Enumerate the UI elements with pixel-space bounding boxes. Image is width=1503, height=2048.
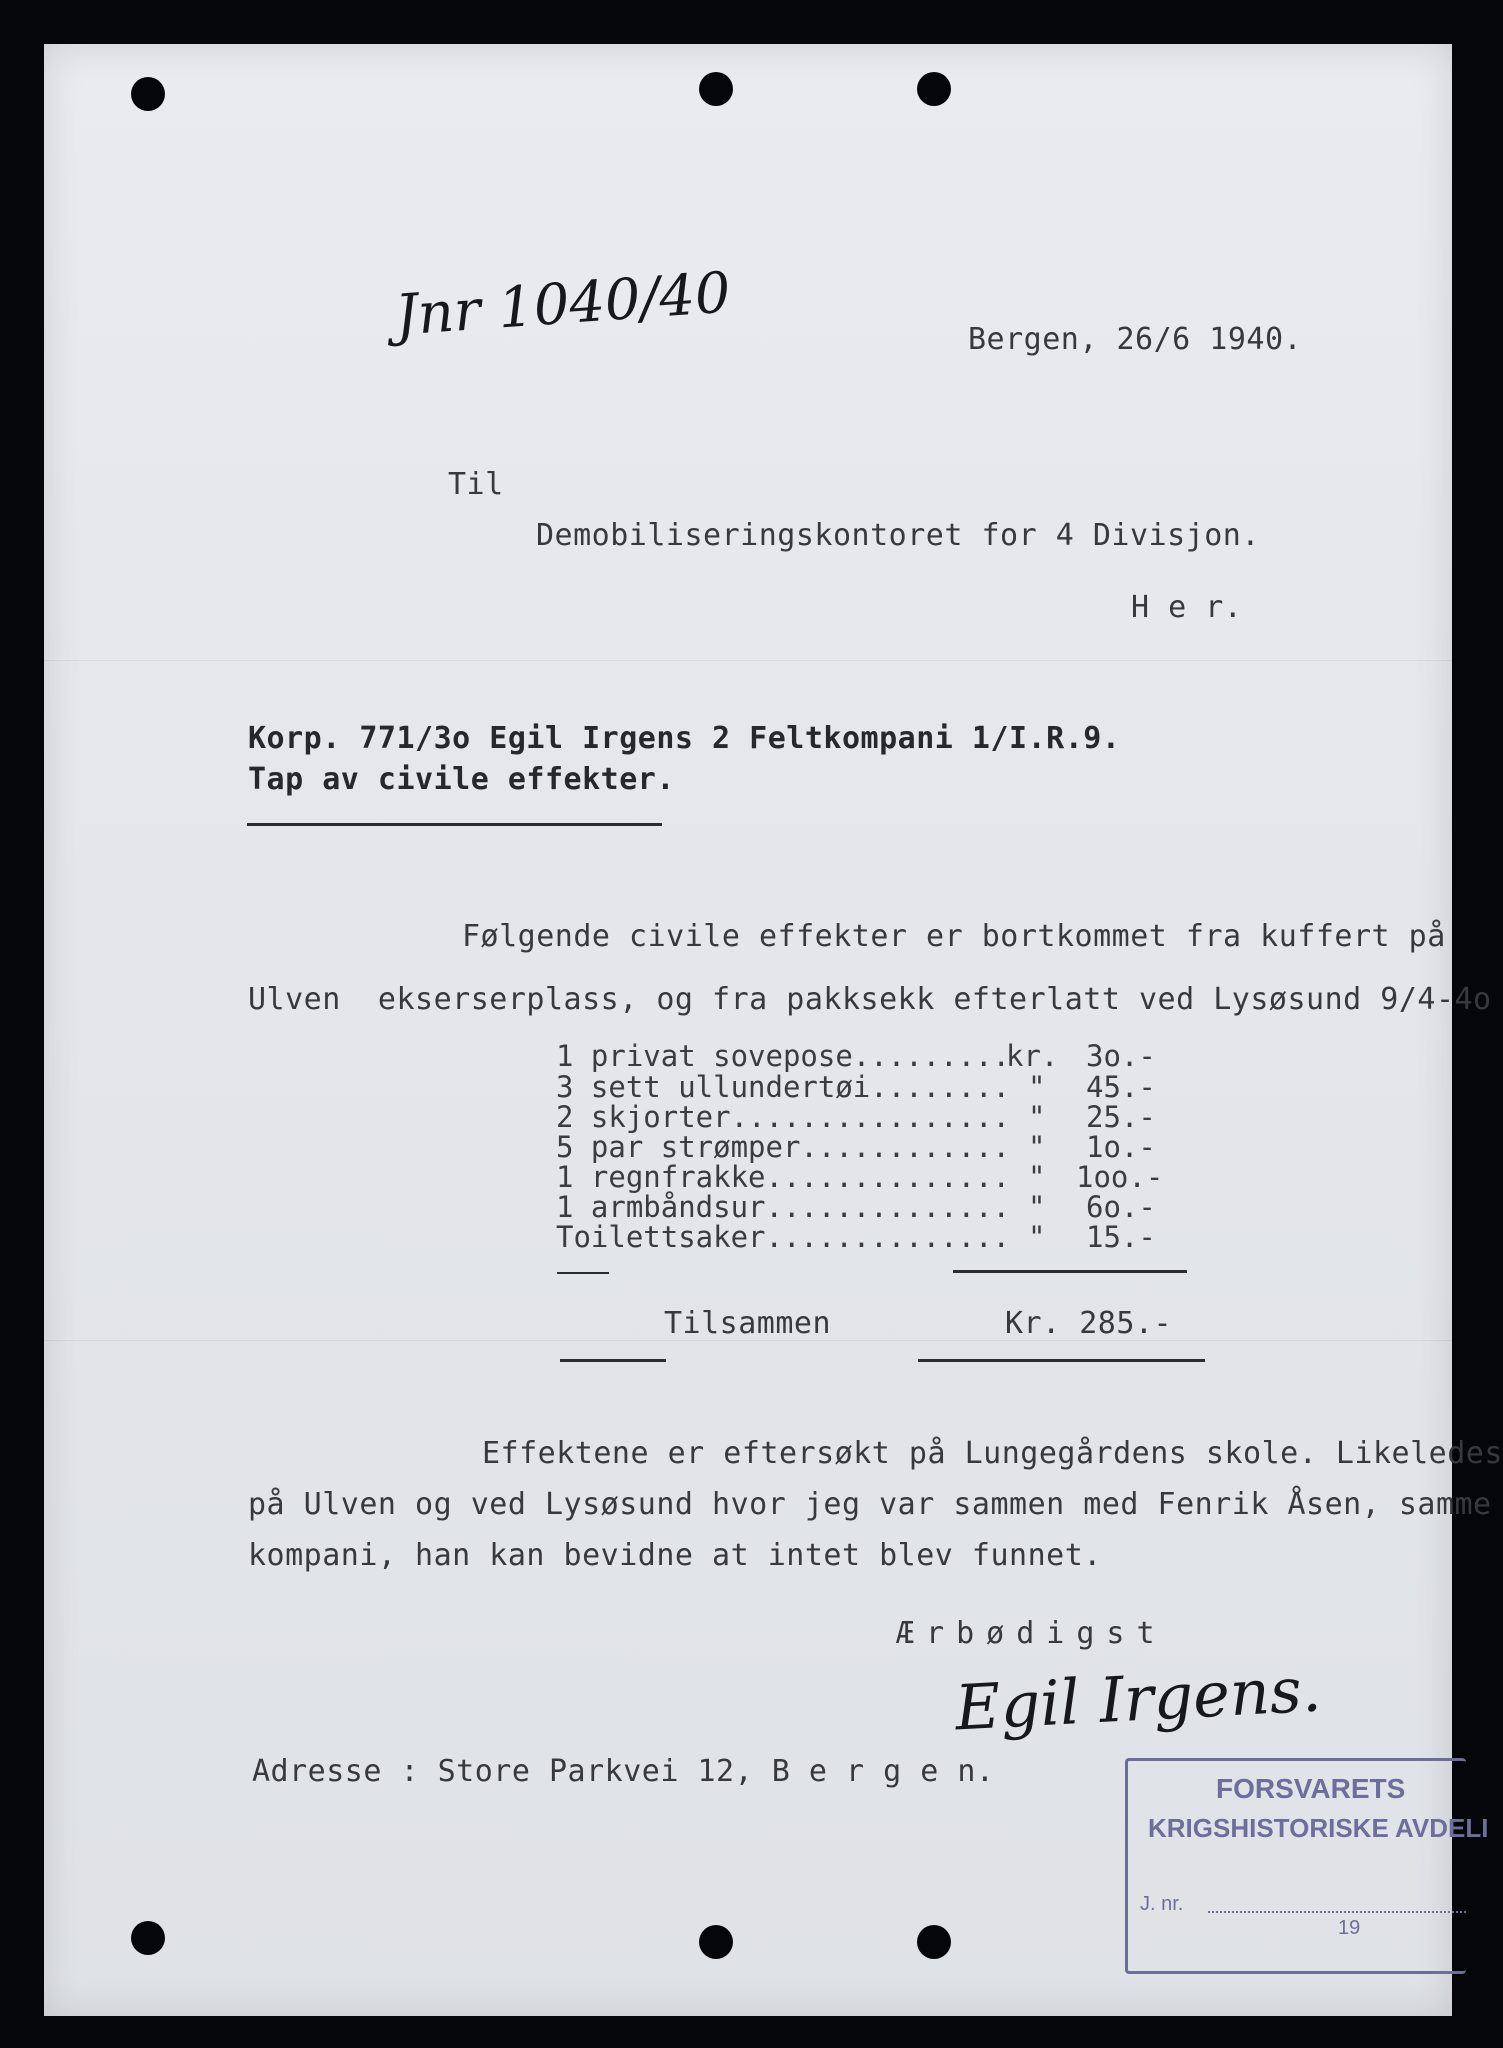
signature: Egil Irgens.: [953, 1652, 1323, 1745]
stamp-jnr-line: [1208, 1911, 1466, 1913]
item-description: 3 sett ullundertøi........: [556, 1070, 1010, 1104]
item-currency: kr.: [1006, 1039, 1059, 1073]
body-paragraph-1-line-1: Følgende civile effekter er bortkommet fra kuffert på: [462, 919, 1446, 954]
item-currency: ": [1028, 1100, 1046, 1134]
list-item: [556, 1130, 1196, 1164]
item-currency: ": [1028, 1130, 1046, 1164]
fold-line: [44, 660, 1452, 661]
closing: Ærbødigst: [896, 1616, 1167, 1651]
item-amount: 3o.-: [1086, 1039, 1156, 1073]
stamp-jnr-label: J. nr.: [1140, 1893, 1184, 1915]
recipient-place: H e r.: [1131, 590, 1243, 625]
total-underline-left: [560, 1359, 666, 1362]
body-paragraph-2-line-3: kompani, han kan bevidne at intet blev funnet.: [248, 1538, 1102, 1573]
handwritten-reference: Jnr 1040/40: [393, 260, 733, 349]
address: Adresse : Store Parkvei 12, B e r g e n.: [252, 1754, 995, 1789]
item-currency: ": [1028, 1070, 1046, 1104]
item-currency: ": [1028, 1160, 1046, 1194]
subject-line-2: Tap av civile effekter.: [248, 762, 675, 797]
punch-hole: [917, 1925, 951, 1959]
punch-hole: [699, 1925, 733, 1959]
list-divider-left: [557, 1272, 609, 1274]
item-description: 1 armbåndsur..............: [556, 1190, 1010, 1224]
item-amount: 1o.-: [1086, 1130, 1156, 1164]
stamp-line-1: FORSVARETS: [1216, 1773, 1406, 1804]
total-value: Kr. 285.-: [1005, 1306, 1173, 1341]
list-item: [556, 1039, 1196, 1073]
list-item: [556, 1100, 1196, 1134]
item-description: 2 skjorter................: [556, 1100, 1010, 1134]
item-amount: 6o.-: [1086, 1190, 1156, 1224]
recipient: Demobiliseringskontoret for 4 Divisjon.: [536, 518, 1260, 553]
subject-underline: [247, 823, 662, 826]
item-description: 1 privat sovepose.........: [556, 1039, 1010, 1073]
item-amount: 45.-: [1086, 1070, 1156, 1104]
list-item: [556, 1220, 1196, 1254]
item-currency: ": [1028, 1190, 1046, 1224]
archive-stamp: [1125, 1758, 1489, 1974]
body-paragraph-2-line-1: Effektene er eftersøkt på Lungegårdens skole. Likeledes: [482, 1436, 1503, 1471]
list-divider-right: [953, 1270, 1187, 1273]
list-item: [556, 1070, 1196, 1104]
total-label: Tilsammen: [664, 1306, 832, 1341]
item-description: 1 regnfrakke..............: [556, 1160, 1010, 1194]
item-amount: 15.-: [1086, 1220, 1156, 1254]
date-line: Bergen, 26/6 1940.: [968, 322, 1303, 357]
total-underline-right: [918, 1359, 1205, 1362]
punch-hole: [917, 72, 951, 106]
item-amount: 25.-: [1086, 1100, 1156, 1134]
body-paragraph-2-line-2: på Ulven og ved Lysøsund hvor jeg var sammen med Fenrik Åsen, samme: [248, 1487, 1492, 1522]
salutation: Til: [448, 467, 504, 502]
body-paragraph-1-line-2: Ulven ekserserplass, og fra pakksekk efterlatt ved Lysøsund 9/4-4o: [248, 982, 1492, 1017]
punch-hole: [131, 1921, 165, 1955]
punch-hole: [699, 72, 733, 106]
list-item: [556, 1160, 1196, 1194]
stamp-line-2: KRIGSHISTORISKE AVDELI: [1148, 1813, 1489, 1843]
item-description: Toilettsaker..............: [556, 1220, 1010, 1254]
stamp-number: 19: [1338, 1917, 1361, 1939]
item-currency: ": [1028, 1220, 1046, 1254]
subject-line-1: Korp. 771/3o Egil Irgens 2 Feltkompani 1/I.R.9.: [248, 721, 1121, 756]
punch-hole: [131, 77, 165, 111]
item-amount: 1oo.-: [1076, 1160, 1164, 1194]
item-description: 5 par strømper............: [556, 1130, 1010, 1164]
list-item: [556, 1190, 1196, 1224]
